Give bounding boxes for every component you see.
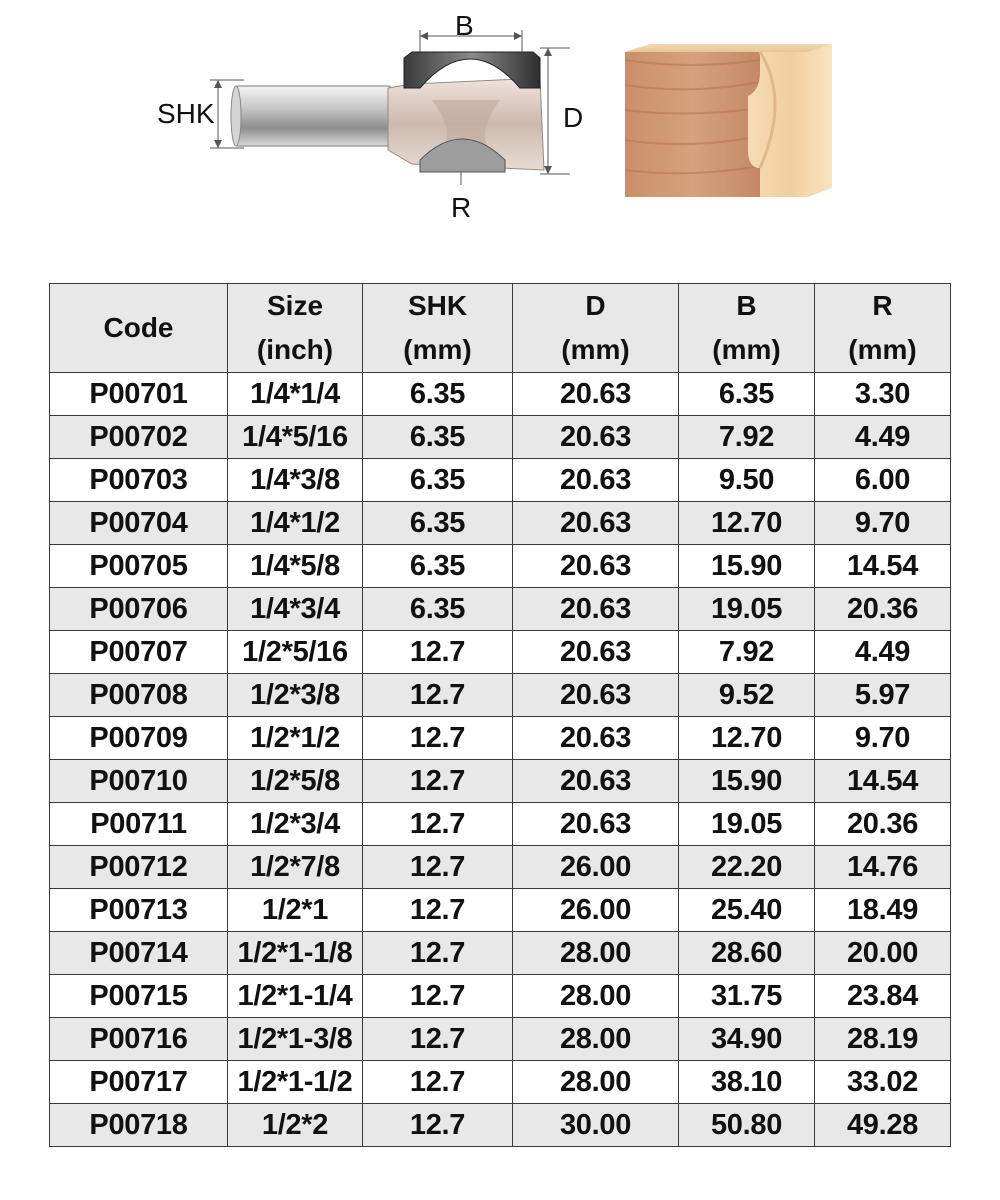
table-row [50,545,951,588]
cell-shk: 12.7 [363,932,513,975]
cell-d: 28.00 [513,975,679,1018]
cell-d: 28.00 [513,932,679,975]
label-d: D [563,102,584,133]
cell-shk: 6.35 [363,502,513,545]
cell-size: 1/2*1 [228,889,363,932]
cell-code: P00704 [50,502,228,545]
cell-code: P00702 [50,416,228,459]
cell-size: 1/4*1/2 [228,502,363,545]
label-shk: SHK [157,98,215,129]
cell-code: P00713 [50,889,228,932]
cell-b: 7.92 [679,416,815,459]
cell-b: 28.60 [679,932,815,975]
cell-size: 1/4*1/4 [228,373,363,416]
label-b: B [455,10,474,41]
cell-shk: 6.35 [363,545,513,588]
cell-r: 20.00 [815,932,951,975]
cell-d: 20.63 [513,674,679,717]
cell-size: 1/2*5/8 [228,760,363,803]
cell-b: 6.35 [679,373,815,416]
cell-size: 1/4*3/4 [228,588,363,631]
cell-b: 12.70 [679,502,815,545]
cell-d: 30.00 [513,1104,679,1147]
cell-code: P00705 [50,545,228,588]
cell-code: P00703 [50,459,228,502]
cell-code: P00711 [50,803,228,846]
cell-b: 50.80 [679,1104,815,1147]
table-row [50,846,951,889]
cell-shk: 12.7 [363,889,513,932]
header-shk: SHK (mm) [363,284,513,373]
header-row [50,284,951,373]
cell-size: 1/2*3/8 [228,674,363,717]
cell-size: 1/2*2 [228,1104,363,1147]
cell-shk: 12.7 [363,846,513,889]
cell-size: 1/2*5/16 [228,631,363,674]
table-row [50,502,951,545]
cell-r: 4.49 [815,416,951,459]
cell-d: 20.63 [513,459,679,502]
cell-size: 1/4*5/16 [228,416,363,459]
cell-size: 1/2*7/8 [228,846,363,889]
cell-size: 1/2*1-1/2 [228,1061,363,1104]
table-row [50,588,951,631]
cell-b: 31.75 [679,975,815,1018]
cell-r: 4.49 [815,631,951,674]
cell-r: 14.54 [815,545,951,588]
header-r: R (mm) [815,284,951,373]
router-bit-illustration [0,0,1000,250]
cell-size: 1/2*1-3/8 [228,1018,363,1061]
cell-code: P00718 [50,1104,228,1147]
cell-shk: 12.7 [363,717,513,760]
cell-b: 19.05 [679,803,815,846]
cell-r: 23.84 [815,975,951,1018]
cell-code: P00708 [50,674,228,717]
cell-code: P00706 [50,588,228,631]
cell-code: P00710 [50,760,228,803]
cell-b: 15.90 [679,545,815,588]
table-row [50,1061,951,1104]
cell-size: 1/2*1-1/4 [228,975,363,1018]
cell-b: 25.40 [679,889,815,932]
cell-d: 28.00 [513,1018,679,1061]
cell-r: 5.97 [815,674,951,717]
table-row [50,760,951,803]
wood-profile-sample [625,44,832,197]
cell-shk: 12.7 [363,760,513,803]
cell-r: 20.36 [815,803,951,846]
table-header [50,284,951,373]
cell-d: 20.63 [513,545,679,588]
cell-d: 20.63 [513,631,679,674]
table-body [50,373,951,1147]
cell-r: 9.70 [815,717,951,760]
table-row [50,373,951,416]
cell-size: 1/4*5/8 [228,545,363,588]
cell-shk: 12.7 [363,631,513,674]
cell-shk: 12.7 [363,975,513,1018]
cell-code: P00709 [50,717,228,760]
cell-size: 1/2*1/2 [228,717,363,760]
cell-shk: 12.7 [363,1104,513,1147]
cell-code: P00715 [50,975,228,1018]
label-r: R [451,192,472,223]
cell-b: 9.50 [679,459,815,502]
cell-size: 1/2*1-1/8 [228,932,363,975]
cell-shk: 12.7 [363,803,513,846]
cell-d: 20.63 [513,502,679,545]
cell-d: 20.63 [513,717,679,760]
header-code: Code [50,284,228,373]
table-row [50,975,951,1018]
cell-b: 34.90 [679,1018,815,1061]
cell-shk: 12.7 [363,674,513,717]
table-row [50,674,951,717]
table-row [50,459,951,502]
cell-d: 26.00 [513,889,679,932]
cell-d: 20.63 [513,588,679,631]
cell-r: 6.00 [815,459,951,502]
cell-b: 12.70 [679,717,815,760]
table-row [50,1104,951,1147]
cell-shk: 12.7 [363,1061,513,1104]
cell-r: 14.76 [815,846,951,889]
cell-b: 19.05 [679,588,815,631]
table-row [50,631,951,674]
cell-r: 9.70 [815,502,951,545]
cell-shk: 6.35 [363,459,513,502]
cell-b: 38.10 [679,1061,815,1104]
cell-r: 18.49 [815,889,951,932]
cell-d: 20.63 [513,416,679,459]
table-row [50,1018,951,1061]
table-row [50,932,951,975]
table-row [50,803,951,846]
cell-r: 33.02 [815,1061,951,1104]
product-diagram [0,0,1000,250]
cell-shk: 6.35 [363,373,513,416]
cell-d: 26.00 [513,846,679,889]
cell-code: P00716 [50,1018,228,1061]
cell-size: 1/2*3/4 [228,803,363,846]
cell-b: 15.90 [679,760,815,803]
cell-shk: 6.35 [363,588,513,631]
cell-size: 1/4*3/8 [228,459,363,502]
cell-code: P00701 [50,373,228,416]
table-row [50,717,951,760]
table-row [50,889,951,932]
header-d: D (mm) [513,284,679,373]
cell-d: 20.63 [513,373,679,416]
cell-d: 28.00 [513,1061,679,1104]
cell-code: P00707 [50,631,228,674]
cell-r: 20.36 [815,588,951,631]
cell-r: 3.30 [815,373,951,416]
cell-b: 22.20 [679,846,815,889]
specification-table [49,283,951,1147]
cell-code: P00714 [50,932,228,975]
cell-r: 49.28 [815,1104,951,1147]
cell-r: 14.54 [815,760,951,803]
cell-shk: 6.35 [363,416,513,459]
table-row [50,416,951,459]
header-size: Size (inch) [228,284,363,373]
cell-b: 7.92 [679,631,815,674]
cell-d: 20.63 [513,803,679,846]
cell-d: 20.63 [513,760,679,803]
cell-code: P00712 [50,846,228,889]
cell-r: 28.19 [815,1018,951,1061]
header-b: B (mm) [679,284,815,373]
cell-shk: 12.7 [363,1018,513,1061]
cell-b: 9.52 [679,674,815,717]
cell-code: P00717 [50,1061,228,1104]
